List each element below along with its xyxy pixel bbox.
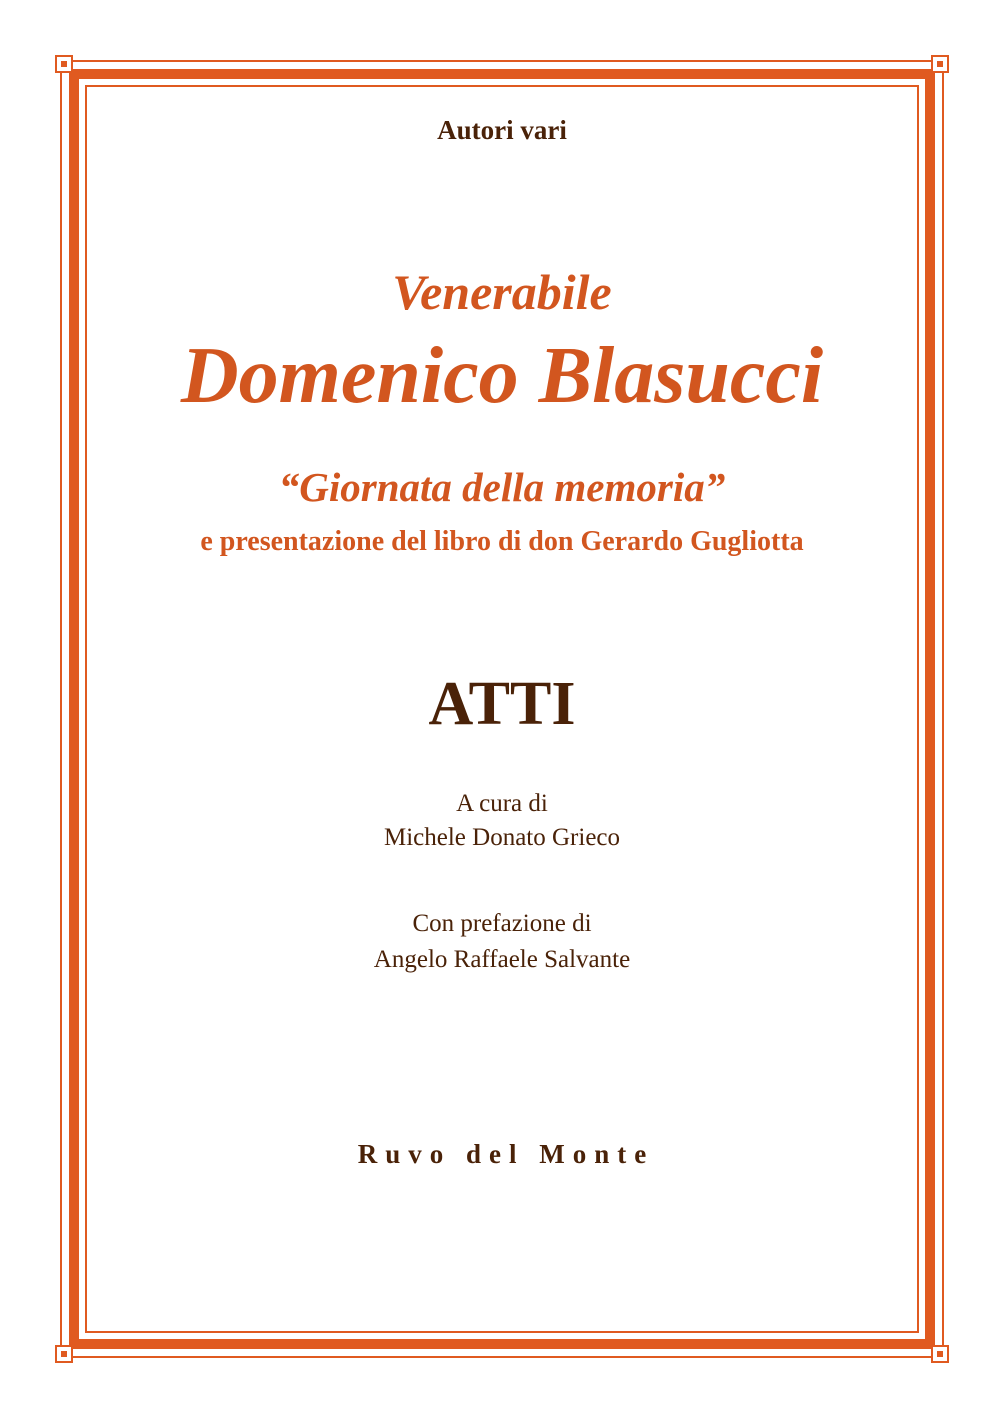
curator-label: A cura di <box>456 790 548 817</box>
curator-name: Michele Donato Grieco <box>383 824 621 851</box>
event-subtitle: e presentazione del libro di don Gerardo Gugliotta <box>200 526 804 557</box>
authors-line: Autori vari <box>437 115 567 145</box>
document-type-heading: ATTI <box>428 670 576 738</box>
preface-author-name: Angelo Raffaele Salvante <box>373 946 631 973</box>
pre-title: Venerabile <box>392 264 612 320</box>
event-title: “Giornata della memoria” <box>278 464 726 510</box>
preface-label: Con prefazione di <box>412 910 592 937</box>
main-title: Domenico Blasucci <box>180 332 824 420</box>
publication-place: Ruvo del Monte <box>357 1139 655 1169</box>
